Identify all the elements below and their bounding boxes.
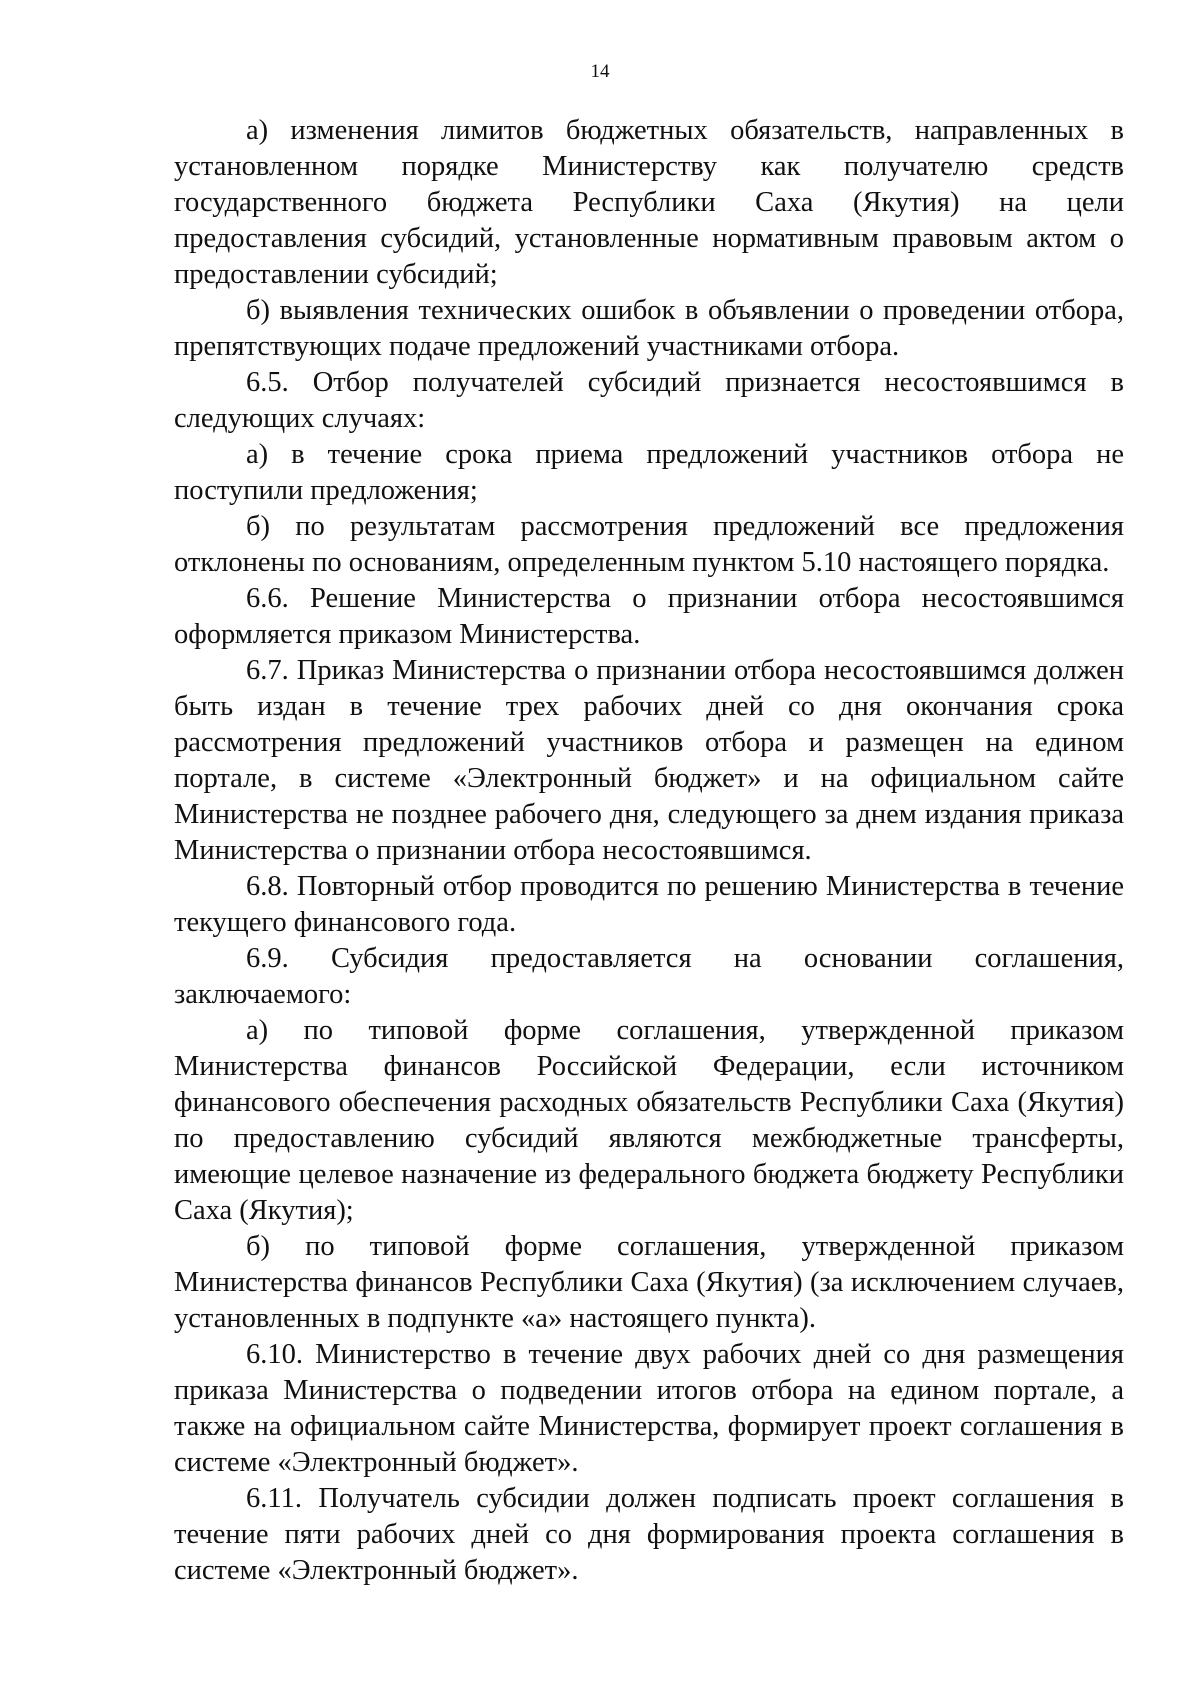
paragraph-6-10: 6.10. Министерство в течение двух рабочих дней со дня размещения приказа Министерства о подведении итогов отбора на едином портале, а также на официальном сайте Министерства, формирует проект соглашения в системе «Электронный бюджет».: [174, 1339, 1124, 1478]
paragraph-6-5-b: б) по результатам рассмотрения предложений все предложения отклонены по основаниям, определенным пунктом 5.10 настоящего порядка.: [174, 511, 1124, 578]
paragraph-6-4-a: а) изменения лимитов бюджетных обязательств, направленных в установленном порядке Министерству как получателю средств государственного бюджета Республики Саха (Якутия) на цели предоставления субсидий, установленные нормативным правовым актом о предоставлении субсидий;: [174, 115, 1124, 290]
paragraph-6-11: 6.11. Получатель субсидии должен подписать проект соглашения в течение пяти рабочих дней со дня формирования проекта соглашения в системе «Электронный бюджет».: [174, 1483, 1124, 1586]
paragraph-6-9-a: а) по типовой форме соглашения, утвержденной приказом Министерства финансов Российской Федерации, если источником финансового обеспечения расходных обязательств Республики Саха (Якутия) по предоставлению субсидий являются межбюджетные трансферты, имеющие целевое назначение из федерального бюджета бюджету Республики Саха (Якутия);: [174, 1015, 1124, 1226]
paragraph-6-9-b: б) по типовой форме соглашения, утвержденной приказом Министерства финансов Республики Саха (Якутия) (за исключением случаев, установленных в подпункте «а» настоящего пункта).: [174, 1231, 1124, 1334]
paragraph-6-9: 6.9. Субсидия предоставляется на основании соглашения, заключаемого:: [174, 943, 1124, 1010]
page-number: 14: [590, 61, 610, 82]
paragraph-6-6: 6.6. Решение Министерства о признании отбора несостоявшимся оформляется приказом Министерства.: [174, 583, 1124, 650]
document-body: [174, 113, 1124, 1589]
paragraph-6-5: 6.5. Отбор получателей субсидий признается несостоявшимся в следующих случаях:: [174, 367, 1124, 434]
paragraph-6-5-a: а) в течение срока приема предложений участников отбора не поступили предложения;: [174, 439, 1124, 506]
paragraph-6-8: 6.8. Повторный отбор проводится по решению Министерства в течение текущего финансового года.: [174, 871, 1124, 938]
paragraph-6-7: 6.7. Приказ Министерства о признании отбора несостоявшимся должен быть издан в течение трех рабочих дней со дня окончания срока рассмотрения предложений участников отбора и размещен на едином портале, в системе «Электронный бюджет» и на официальном сайте Министерства не позднее рабочего дня, следующего за днем издания приказа Министерства о признании отбора несостоявшимся.: [174, 655, 1124, 866]
paragraph-6-4-b: б) выявления технических ошибок в объявлении о проведении отбора, препятствующих подаче предложений участниками отбора.: [174, 295, 1124, 362]
